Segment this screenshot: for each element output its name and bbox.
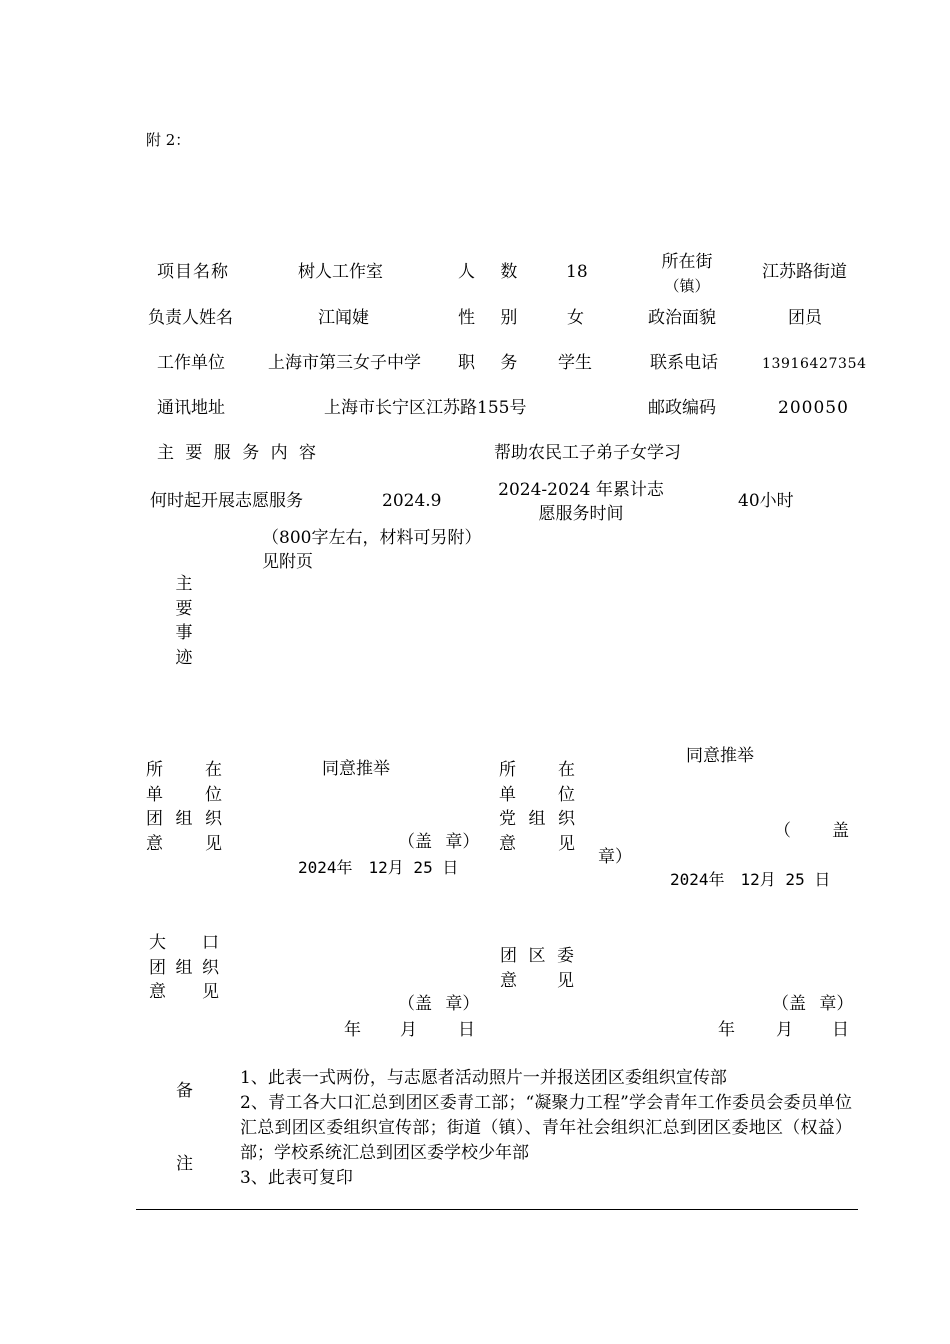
deeds-label-char: 要 bbox=[175, 598, 193, 619]
league-opinion-seal: （盖 章） bbox=[398, 832, 480, 852]
label-char: 见 bbox=[558, 833, 575, 854]
label-char: 位 bbox=[558, 784, 575, 805]
label-char: 团 bbox=[500, 946, 517, 966]
leader-name-label: 负责人姓名 bbox=[148, 308, 233, 328]
league-opinion-date: 2024年 12月 25 日 bbox=[298, 858, 459, 877]
deeds-value: 见附页 bbox=[262, 552, 313, 572]
job-title-label: 职 务 bbox=[458, 353, 518, 373]
sector-opinion-date-day: 日 bbox=[458, 1020, 475, 1040]
district-opinion-label bbox=[500, 944, 574, 993]
street-label-line1: 所在街 bbox=[661, 252, 713, 272]
label-char: 口 bbox=[202, 933, 219, 953]
label-char: 大 bbox=[149, 933, 166, 953]
phone-label: 联系电话 bbox=[650, 353, 718, 373]
sector-opinion-date-year: 年 bbox=[344, 1020, 361, 1040]
remarks-notes bbox=[240, 1066, 852, 1191]
total-hours-label-line2: 愿服务时间 bbox=[538, 504, 624, 524]
district-opinion-date-month: 月 bbox=[776, 1020, 793, 1040]
label-char: 意 bbox=[499, 833, 516, 854]
member-count-value: 18 bbox=[566, 262, 588, 282]
label-char: 所 bbox=[499, 760, 516, 780]
political-status-label: 政治面貌 bbox=[648, 308, 716, 328]
postcode-value: 200050 bbox=[778, 398, 849, 418]
label-char: 单 bbox=[499, 784, 516, 805]
sector-opinion-label bbox=[149, 931, 219, 1005]
address-label: 通讯地址 bbox=[157, 398, 225, 418]
party-opinion-label bbox=[499, 758, 575, 856]
label-char: 见 bbox=[202, 982, 219, 1002]
label-char: 织 bbox=[205, 809, 222, 829]
phone-value: 13916427354 bbox=[762, 356, 867, 372]
league-opinion-label bbox=[146, 758, 222, 856]
attachment-heading: 附 2： bbox=[146, 131, 191, 149]
label-char: 组 bbox=[175, 809, 193, 829]
service-content-value: 帮助农民工子弟子女学习 bbox=[494, 443, 681, 463]
label-char: 意 bbox=[149, 982, 166, 1002]
label-char: 在 bbox=[205, 760, 222, 780]
project-name-value: 树人工作室 bbox=[298, 262, 383, 282]
label-char: 组 bbox=[528, 809, 546, 829]
sector-opinion-date-month: 月 bbox=[400, 1020, 417, 1040]
political-status-value: 团员 bbox=[788, 308, 822, 328]
label-char: 组 bbox=[175, 957, 193, 978]
label-char: 委 bbox=[557, 946, 574, 966]
street-value: 江苏路街道 bbox=[762, 262, 847, 282]
label-char: 单 bbox=[146, 784, 163, 805]
deeds-label-char: 事 bbox=[175, 623, 193, 643]
label-char: 位 bbox=[205, 784, 222, 805]
district-opinion-date-year: 年 bbox=[718, 1020, 735, 1040]
remarks-label-bottom: 注 bbox=[176, 1154, 193, 1174]
label-char: 织 bbox=[558, 809, 575, 829]
bottom-rule bbox=[136, 1209, 858, 1210]
job-title-value: 学生 bbox=[558, 353, 592, 373]
total-hours-label bbox=[492, 478, 670, 526]
label-char: 党 bbox=[499, 809, 516, 829]
sector-opinion-seal: （盖 章） bbox=[398, 994, 480, 1014]
district-opinion-date-day: 日 bbox=[832, 1020, 849, 1040]
deeds-hint: （800字左右，材料可另附） bbox=[262, 528, 482, 548]
label-char: 意 bbox=[500, 970, 517, 991]
remarks-label-top: 备 bbox=[176, 1081, 193, 1101]
party-opinion-date: 2024年 12月 25 日 bbox=[670, 870, 831, 889]
postcode-label: 邮政编码 bbox=[648, 398, 716, 418]
party-opinion-seal-char: 盖 bbox=[832, 821, 849, 841]
league-opinion-text: 同意推举 bbox=[322, 759, 390, 779]
deeds-label-char: 迹 bbox=[175, 647, 193, 668]
street-label bbox=[652, 250, 722, 298]
label-char: 所 bbox=[146, 760, 163, 780]
deeds-label-char: 主 bbox=[175, 574, 193, 594]
gender-value: 女 bbox=[567, 308, 584, 328]
remarks-note-item: 1、此表一式两份，与志愿者活动照片一并报送团区委组织宣传部 bbox=[240, 1068, 727, 1088]
label-char: 意 bbox=[146, 833, 163, 854]
label-char: 见 bbox=[557, 970, 574, 991]
total-hours-label-line1: 2024-2024 年累计志 bbox=[498, 480, 664, 500]
total-hours-value: 40小时 bbox=[738, 491, 794, 511]
member-count-label: 人 数 bbox=[458, 262, 518, 282]
project-name-label: 项目名称 bbox=[157, 262, 229, 282]
gender-label: 性 别 bbox=[458, 308, 518, 328]
label-char: 见 bbox=[205, 833, 222, 854]
leader-name-value: 江闻婕 bbox=[318, 308, 369, 328]
label-char: 团 bbox=[149, 957, 166, 978]
party-opinion-seal-close: 章） bbox=[598, 847, 632, 867]
party-opinion-seal-open: （ bbox=[774, 821, 791, 841]
deeds-label bbox=[173, 572, 195, 670]
remarks-note-item: 2、青工各大口汇总到团区委青工部；“凝聚力工程”学会青年工作委员会委员单位汇总到团区委组织宣传部；街道（镇）、青年社会组织汇总到团区委地区（权益）部；学校系统汇总到团区委学校少年部 bbox=[240, 1093, 852, 1163]
label-char: 团 bbox=[146, 809, 163, 829]
address-value: 上海市长宁区江苏路155号 bbox=[324, 398, 527, 418]
employer-label: 工作单位 bbox=[157, 353, 225, 373]
service-start-label: 何时起开展志愿服务 bbox=[150, 491, 303, 511]
label-char: 在 bbox=[558, 760, 575, 780]
service-start-value: 2024.9 bbox=[382, 491, 442, 511]
label-char: 区 bbox=[528, 946, 546, 966]
street-label-line2: （镇） bbox=[664, 277, 710, 295]
service-content-label: 主 要 服 务 内 容 bbox=[157, 443, 317, 463]
district-opinion-seal: （盖 章） bbox=[772, 994, 854, 1014]
label-char: 织 bbox=[202, 957, 219, 978]
remarks-note-item: 3、此表可复印 bbox=[240, 1168, 353, 1188]
party-opinion-text: 同意推举 bbox=[686, 746, 754, 766]
employer-value: 上海市第三女子中学 bbox=[268, 353, 421, 373]
